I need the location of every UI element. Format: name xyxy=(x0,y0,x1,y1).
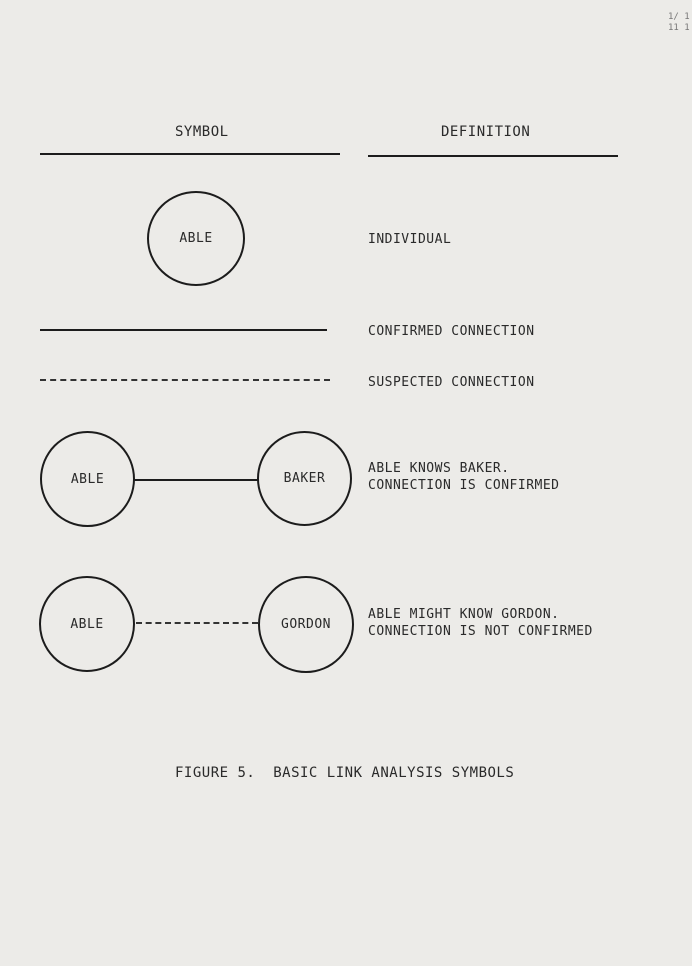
individual-circle xyxy=(147,191,245,286)
able-baker-right-circle xyxy=(257,431,352,526)
header-definition-rule xyxy=(368,155,618,157)
able-baker-left-label: ABLE xyxy=(70,471,105,487)
able-gordon-definition-line2: CONNECTION IS NOT CONFIRMED xyxy=(368,624,593,639)
able-baker-left-circle xyxy=(40,431,135,527)
able-baker-definition-line2: CONNECTION IS CONFIRMED xyxy=(368,478,560,493)
able-baker-right-label: BAKER xyxy=(283,471,326,486)
able-gordon-right-circle xyxy=(258,576,354,673)
header-definition: DEFINITION xyxy=(441,124,531,140)
individual-circle-label: ABLE xyxy=(179,231,213,246)
suspected-connection-line xyxy=(40,379,330,381)
header-symbol: SYMBOL xyxy=(175,124,229,140)
confirmed-connection-definition: CONFIRMED CONNECTION xyxy=(368,324,535,339)
able-baker-connection-line xyxy=(134,479,258,481)
able-gordon-definition-line1: ABLE MIGHT KNOW GORDON. xyxy=(368,607,560,622)
able-gordon-connection-line xyxy=(136,622,258,624)
confirmed-connection-line xyxy=(40,329,327,331)
suspected-connection-definition: SUSPECTED CONNECTION xyxy=(368,375,535,390)
header-symbol-rule xyxy=(40,153,340,155)
individual-definition: INDIVIDUAL xyxy=(368,232,452,247)
able-gordon-right-label: GORDON xyxy=(281,617,331,632)
figure-caption: FIGURE 5. BASIC LINK ANALYSIS SYMBOLS xyxy=(175,765,515,781)
able-gordon-left-label: ABLE xyxy=(70,616,104,632)
able-gordon-left-circle xyxy=(39,576,135,672)
able-baker-definition-line1: ABLE KNOWS BAKER. xyxy=(368,461,510,476)
corner-mark: 1/ 1 11 1 xyxy=(668,12,690,33)
